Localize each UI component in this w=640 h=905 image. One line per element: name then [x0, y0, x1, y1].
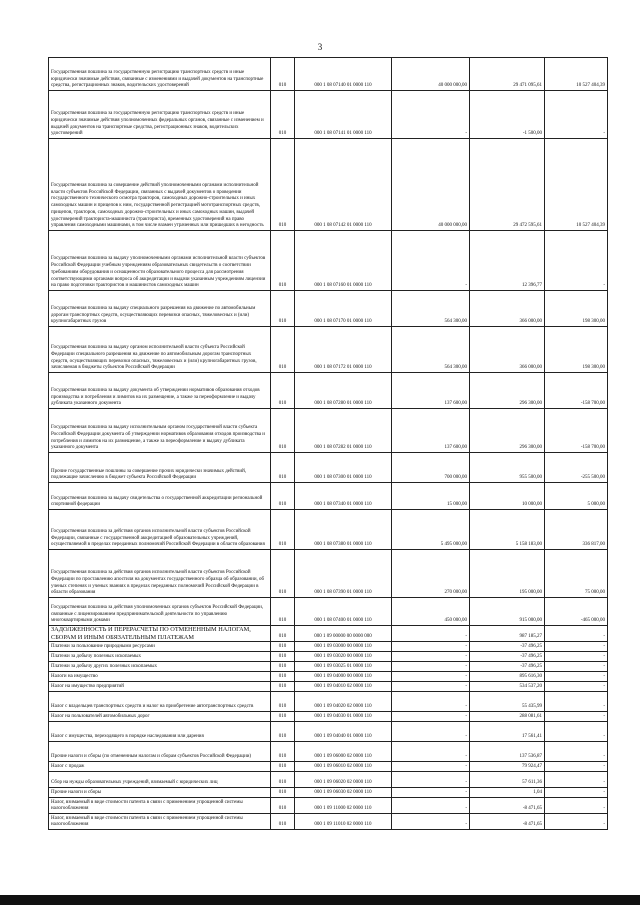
row-name: Платежи за добычу других полезных ископаемых	[49, 662, 271, 672]
row-code: 010	[271, 510, 295, 550]
row-code: 010	[271, 692, 295, 712]
row-approved-plan: -	[392, 788, 470, 798]
row-code: 010	[271, 626, 295, 642]
row-unexecuted: -	[545, 788, 608, 798]
row-code: 010	[271, 231, 295, 291]
table-row	[49, 814, 608, 830]
table-row	[49, 291, 608, 327]
row-unexecuted: -	[545, 652, 608, 662]
row-name: Налог на имущество предприятий	[49, 682, 271, 692]
row-classification-code: 000 1 08 07280 01 0000 110	[295, 373, 392, 409]
table-row	[49, 772, 608, 788]
row-classification-code: 000 1 08 07142 01 0000 110	[295, 139, 392, 231]
row-approved-plan: 450 000,00	[392, 598, 470, 626]
row-name: Государственная пошлина за действия уполномоченных органов субъектов Российской Федерации, связанные с лицензированием предпринимательской деятельности по управлению многоквартирными домами	[49, 598, 271, 626]
row-code: 010	[271, 550, 295, 598]
table-row	[49, 327, 608, 373]
row-name: Платежи за добычу полезных ископаемых	[49, 652, 271, 662]
row-code: 010	[271, 373, 295, 409]
row-unexecuted: -	[545, 762, 608, 772]
row-classification-code: 000 1 09 06000 02 0000 110	[295, 742, 392, 762]
row-classification-code: 000 1 09 03025 01 0000 110	[295, 662, 392, 672]
row-code: 010	[271, 291, 295, 327]
table-row	[49, 58, 608, 91]
row-unexecuted: -	[545, 91, 608, 139]
row-name: Налог с имущества, переходящего в порядке наследования или дарения	[49, 722, 271, 742]
row-unexecuted: 336 817,00	[545, 510, 608, 550]
table-row	[49, 550, 608, 598]
row-unexecuted: -255 500,00	[545, 453, 608, 483]
table-row	[49, 510, 608, 550]
row-name: Прочие налоги и сборы (по отмененным налогам и сборам субъектов Российской Федерации)	[49, 742, 271, 762]
row-name: Государственная пошлина за выдачу документа об утверждении нормативов образования отходов производства и потребления и лимитов на их размещение, а также за переоформление и выдачу дубликата указанного документа	[49, 373, 271, 409]
table-row	[49, 788, 608, 798]
row-code: 010	[271, 139, 295, 231]
table-row	[49, 682, 608, 692]
row-executed: 79 924,47	[470, 762, 545, 772]
row-name: Государственная пошлина за государственную регистрацию транспортных средств и иные юридически значимые действия, связанные с изменениями и выдачей документов на транспортные средства, регистрационных знаков, водительских удостоверений	[49, 58, 271, 91]
row-executed: 55 435,99	[470, 692, 545, 712]
row-unexecuted: -465 000,00	[545, 598, 608, 626]
row-executed: 29 472 595,61	[470, 139, 545, 231]
table-row	[49, 762, 608, 772]
table-row	[49, 453, 608, 483]
row-classification-code: 000 1 09 04030 01 0000 110	[295, 712, 392, 722]
row-executed: 1,04	[470, 788, 545, 798]
row-approved-plan: -	[392, 642, 470, 652]
row-approved-plan: -	[392, 231, 470, 291]
row-name: Государственная пошлина за действия органов исполнительной власти субъектов Российской Федерации по проставлению апостиля на документах государственного образца об образовании, об ученых степенях и ученых званиях в пределах переданных полномочий Российской Федерации в области образования	[49, 550, 271, 598]
table-row	[49, 798, 608, 814]
row-executed: 12 396,77	[470, 231, 545, 291]
revenue-table	[48, 57, 608, 830]
row-approved-plan: -	[392, 91, 470, 139]
row-classification-code: 000 1 09 00000 00 0000 000	[295, 626, 392, 642]
table-row	[49, 712, 608, 722]
row-classification-code: 000 1 08 07141 01 0000 110	[295, 91, 392, 139]
row-executed: -37 496,25	[470, 642, 545, 652]
table-row	[49, 722, 608, 742]
row-executed: 366 000,00	[470, 327, 545, 373]
row-executed: 915 000,00	[470, 598, 545, 626]
row-unexecuted: -	[545, 814, 608, 830]
row-name: Налог, взимаемый в виде стоимости патента в связи с применением упрощенной системы налогообложения	[49, 814, 271, 830]
row-approved-plan: 564 300,00	[392, 327, 470, 373]
row-approved-plan: 40 000 000,00	[392, 58, 470, 91]
row-executed: -1 500,00	[470, 91, 545, 139]
row-code: 010	[271, 722, 295, 742]
row-executed: -37 496,25	[470, 652, 545, 662]
row-classification-code: 000 1 09 04020 02 0000 110	[295, 692, 392, 712]
row-name: Государственная пошлина за выдачу исполнительным органом государственной власти субъекта Российской Федерации документа об утверждении нормативов образования отходов производства и потребления и лимитов на их размещение, а также за переоформление и выдачу дубликата указанного документа	[49, 409, 271, 453]
row-approved-plan: -	[392, 712, 470, 722]
row-executed: 955 500,00	[470, 453, 545, 483]
row-name: Прочие государственные пошлины за совершение прочих юридически значимых действий, подлежащие зачислению в бюджет субъекта Российской Федерации	[49, 453, 271, 483]
row-name: Государственная пошлина за действия органов исполнительной власти субъектов Российской Федерации, связанные с государственной аккредитацией образовательных учреждений, осуществляемой в пределах переданных полномочий Российской Федерации в области образования	[49, 510, 271, 550]
row-executed: -8 471,65	[470, 814, 545, 830]
row-approved-plan: 137 600,00	[392, 409, 470, 453]
row-code: 010	[271, 652, 295, 662]
row-unexecuted: 75 000,00	[545, 550, 608, 598]
row-name: Государственная пошлина за выдачу специального разрешения на движение по автомобильным дорогам транспортных средств, осуществляющих перевозки опасных, тяжеловесных и (или) крупногабаритных грузов	[49, 291, 271, 327]
row-unexecuted: 5 000,00	[545, 483, 608, 510]
row-code: 010	[271, 58, 295, 91]
row-approved-plan: -	[392, 626, 470, 642]
row-approved-plan: 15 000,00	[392, 483, 470, 510]
row-name: Государственная пошлина за выдачу свидетельства о государственной аккредитации региональной спортивной федерации	[49, 483, 271, 510]
row-code: 010	[271, 742, 295, 762]
row-classification-code: 000 1 08 07300 01 0000 110	[295, 453, 392, 483]
row-unexecuted: 10 527 404,39	[545, 58, 608, 91]
row-executed: 137 536,87	[470, 742, 545, 762]
row-classification-code: 000 1 08 07140 01 0000 110	[295, 58, 392, 91]
row-classification-code: 000 1 08 07172 01 0000 110	[295, 327, 392, 373]
row-unexecuted: -	[545, 662, 608, 672]
row-code: 010	[271, 672, 295, 682]
row-classification-code: 000 1 08 07160 01 0000 110	[295, 231, 392, 291]
table-row	[49, 692, 608, 712]
row-code: 010	[271, 814, 295, 830]
row-unexecuted: -	[545, 798, 608, 814]
row-classification-code: 000 1 08 07340 01 0000 110	[295, 483, 392, 510]
row-executed: 895 616,30	[470, 672, 545, 682]
row-classification-code: 000 1 09 11000 02 0000 110	[295, 798, 392, 814]
row-executed: 296 300,00	[470, 373, 545, 409]
table-row	[49, 231, 608, 291]
row-name: Государственная пошлина за выдачу уполномоченными органами исполнительной власти субъектов Российской Федерации учебным учреждениям образовательных свидетельств о соответствии требованиям оборудования и оснащенности образовательного процесса для рассмотрения соответствующими органами вопроса об аккредитации и выдачи указанным учреждениям лицензии на право подготовки трактористов и машинистов самоходных машин	[49, 231, 271, 291]
table-row	[49, 626, 608, 642]
row-unexecuted: -158 700,00	[545, 409, 608, 453]
row-classification-code: 000 1 09 04040 01 0000 110	[295, 722, 392, 742]
row-approved-plan: -	[392, 682, 470, 692]
row-executed: -8 471,65	[470, 798, 545, 814]
table-row	[49, 409, 608, 453]
row-executed: 288 081,61	[470, 712, 545, 722]
row-executed: 366 000,00	[470, 291, 545, 327]
row-classification-code: 000 1 08 07390 01 0000 110	[295, 550, 392, 598]
row-name: Налог на пользователей автомобильных дорог	[49, 712, 271, 722]
scan-edge	[0, 895, 640, 905]
table-row	[49, 742, 608, 762]
row-unexecuted: 10 527 404,39	[545, 139, 608, 231]
row-name: Платежи за пользование природными ресурсами	[49, 642, 271, 652]
row-code: 010	[271, 662, 295, 672]
row-name: Государственная пошлина за выдачу органом исполнительной власти субъекта Российской Федерации специального разрешения на движение по автомобильным дорогам транспортных средств, осуществляющих перевозки опасных, тяжеловесных и (или) крупногабаритных грузов, зачисляемая в бюджеты субъектов Российской Федерации	[49, 327, 271, 373]
row-classification-code: 000 1 09 04010 02 0000 110	[295, 682, 392, 692]
row-code: 010	[271, 682, 295, 692]
row-approved-plan: -	[392, 652, 470, 662]
row-approved-plan: -	[392, 742, 470, 762]
row-classification-code: 000 1 09 06030 02 0000 110	[295, 788, 392, 798]
row-unexecuted: -	[545, 231, 608, 291]
row-approved-plan: -	[392, 722, 470, 742]
row-unexecuted: -	[545, 742, 608, 762]
row-unexecuted: 198 300,00	[545, 291, 608, 327]
row-approved-plan: -	[392, 662, 470, 672]
row-name: Сбор на нужды образовательных учреждений, взимаемый с юридических лиц	[49, 772, 271, 788]
row-code: 010	[271, 327, 295, 373]
row-code: 010	[271, 712, 295, 722]
row-classification-code: 000 1 08 07170 01 0000 110	[295, 291, 392, 327]
row-approved-plan: -	[392, 814, 470, 830]
row-approved-plan: 700 000,00	[392, 453, 470, 483]
row-unexecuted: -	[545, 642, 608, 652]
row-executed: 195 000,00	[470, 550, 545, 598]
row-name: Налог с продаж	[49, 762, 271, 772]
table-row	[49, 642, 608, 652]
row-classification-code: 000 1 09 03020 00 0000 110	[295, 652, 392, 662]
row-classification-code: 000 1 08 07380 01 0000 110	[295, 510, 392, 550]
row-approved-plan: -	[392, 772, 470, 788]
row-code: 010	[271, 453, 295, 483]
row-classification-code: 000 1 09 06010 02 0000 110	[295, 762, 392, 772]
row-classification-code: 000 1 08 07282 01 0000 110	[295, 409, 392, 453]
row-executed: 29 471 095,61	[470, 58, 545, 91]
row-executed: 296 300,00	[470, 409, 545, 453]
table-row	[49, 652, 608, 662]
row-executed: 17 561,41	[470, 722, 545, 742]
row-classification-code: 000 1 09 04000 00 0000 110	[295, 672, 392, 682]
row-unexecuted: -	[545, 672, 608, 682]
row-name: Налог, взимаемый в виде стоимости патента в связи с применением упрощенной системы налогообложения	[49, 798, 271, 814]
row-unexecuted: -	[545, 626, 608, 642]
row-name: Налог с владельцев транспортных средств и налог на приобретение автотранспортных средств	[49, 692, 271, 712]
row-code: 010	[271, 788, 295, 798]
row-executed: -37 496,25	[470, 662, 545, 672]
row-code: 010	[271, 91, 295, 139]
row-unexecuted: 198 300,00	[545, 327, 608, 373]
row-unexecuted: -	[545, 692, 608, 712]
row-name: Налоги на имущество	[49, 672, 271, 682]
row-name: Государственная пошлина за совершение действий уполномоченными органами исполнительной власти субъектов Российской Федерации, связанных с выдачей документов о проведении государственного технического осмотра тракторов, самоходных дорожно-строительных и иных самоходных машин и прицепов к ним, государственной регистрацией мототранспортных средств, прицепов, тракторов, самоходных дорожно-строительных и иных самоходных машин, выдачей удостоверений тракториста-машиниста (тракториста), временных удостоверений на право управления самоходными машинами, в том числе взамен утраченных или пришедших в негодность	[49, 139, 271, 231]
row-unexecuted: -	[545, 772, 608, 788]
row-unexecuted: -158 700,00	[545, 373, 608, 409]
row-approved-plan: 137 600,00	[392, 373, 470, 409]
row-approved-plan: -	[392, 692, 470, 712]
row-name: Прочие налоги и сборы	[49, 788, 271, 798]
row-approved-plan: -	[392, 762, 470, 772]
table-row	[49, 598, 608, 626]
row-approved-plan: -	[392, 672, 470, 682]
row-code: 010	[271, 798, 295, 814]
row-approved-plan: -	[392, 798, 470, 814]
row-unexecuted: -	[545, 682, 608, 692]
row-code: 010	[271, 483, 295, 510]
row-approved-plan: 40 000 000,00	[392, 139, 470, 231]
row-approved-plan: 5 495 000,00	[392, 510, 470, 550]
row-executed: 5 158 183,00	[470, 510, 545, 550]
row-name: ЗАДОЛЖЕННОСТЬ И ПЕРЕРАСЧЕТЫ ПО ОТМЕНЕННЫМ НАЛОГАМ, СБОРАМ И ИНЫМ ОБЯЗАТЕЛЬНЫМ ПЛАТЕЖАМ	[49, 626, 271, 642]
row-code: 010	[271, 409, 295, 453]
table-row	[49, 662, 608, 672]
row-approved-plan: 564 300,00	[392, 291, 470, 327]
table-row	[49, 91, 608, 139]
table-row	[49, 373, 608, 409]
row-executed: 10 000,00	[470, 483, 545, 510]
row-classification-code: 000 1 09 11010 02 0000 110	[295, 814, 392, 830]
row-name: Государственная пошлина за государственную регистрацию транспортных средств и иные юридически значимые действия уполномоченных федеральных органов, связанные с изменением и выдачей документов на транспортные средства, регистрационных знаков, водительских удостоверений	[49, 91, 271, 139]
row-unexecuted: -	[545, 722, 608, 742]
table-row	[49, 139, 608, 231]
row-executed: 987 185,27	[470, 626, 545, 642]
row-classification-code: 000 1 08 07400 01 0000 110	[295, 598, 392, 626]
row-executed: 57 611,36	[470, 772, 545, 788]
row-code: 010	[271, 642, 295, 652]
row-code: 010	[271, 772, 295, 788]
row-unexecuted: -	[545, 712, 608, 722]
row-code: 010	[271, 598, 295, 626]
page-number: 3	[317, 42, 323, 52]
table-row	[49, 483, 608, 510]
row-executed: 534 537,20	[470, 682, 545, 692]
row-approved-plan: 270 000,00	[392, 550, 470, 598]
row-code: 010	[271, 762, 295, 772]
row-classification-code: 000 1 09 03000 00 0000 110	[295, 642, 392, 652]
row-classification-code: 000 1 09 06020 02 0000 110	[295, 772, 392, 788]
table-row	[49, 672, 608, 682]
